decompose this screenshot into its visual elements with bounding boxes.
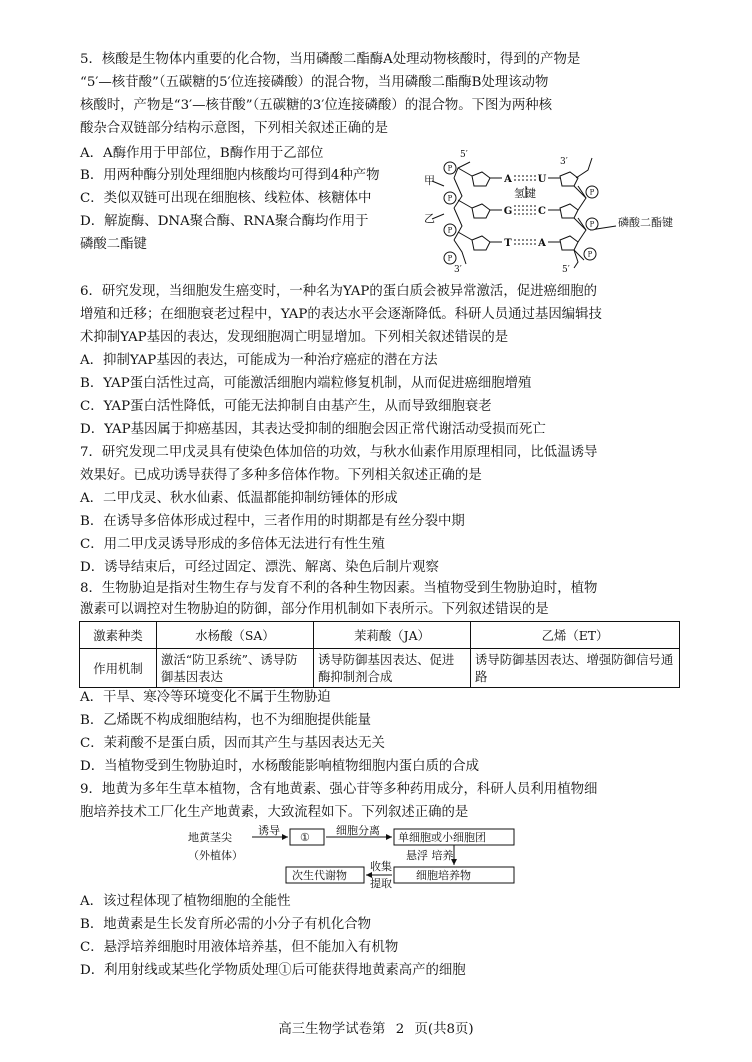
base-u: U [537,174,547,185]
q9-option-b: B．地黄素是生长发育所必需的小分子有机化合物 [80,917,372,932]
table-header-cell: 水杨酸（SA） [157,622,314,649]
label-yi: 乙 [424,212,435,225]
q5-stem-line-4: 酸杂合双链部分结构示意图，下列相关叙述正确的是 [80,121,388,136]
flow-explant: 地黄茎尖 [188,831,232,844]
q6-option-b: B．YAP蛋白活性过高，可能激活细胞内端粒修复机制，从而促进癌细胞增殖 [80,376,532,391]
flow-cell-separation: 细胞分离 [336,825,380,837]
five-prime-top: 5′ [460,150,468,160]
q7-option-d: D．诱导结束后，可经过固定、漂洗、解离、染色后制片观察 [80,560,439,575]
table-cell-et: 诱导防御基因表达、增强防御信号通路 [471,649,680,688]
q9-option-c: C．悬浮培养细胞时用液体培养基，但不能加入有机物 [80,940,399,955]
q5-option-b: B．用两种酶分别处理细胞内核酸均可得到4种产物 [80,168,380,183]
phosphate-label: P [447,194,453,203]
table-header-cell: 乙烯（ET） [471,622,680,649]
flow-collect: 收集 [370,860,392,873]
flow-culture-product: 细胞培养物 [416,869,471,882]
base-a2: A [538,238,546,249]
q5-option-c: C．类似双链可出现在细胞核、线粒体、核糖体中 [80,191,372,206]
q5-option-d: D．解旋酶、DNA聚合酶、RNA聚合酶均作用于 [80,214,369,229]
base-c: C [538,206,546,217]
q9-stem-line-2: 胞培养技术工厂化生产地黄素，大致流程如下。下列叙述正确的是 [80,805,469,820]
q6-stem-line-1: 6．研究发现，当细胞发生癌变时，一种名为YAP的蛋白质会被异常激活，促进癌细胞的 [80,284,598,299]
q8-stem-line-2: 激素可以调控对生物胁迫的防御，部分作用机制如下表所示。下列叙述错误的是 [80,602,549,617]
three-prime-top: 3′ [560,157,568,167]
flow-extract: 提取 [370,877,392,889]
q7-stem-line-1: 7．研究发现二甲戊灵具有使染色体加倍的功效，与秋水仙素作用原理相同，比低温诱导 [80,445,598,460]
flow-suspension-culture: 悬浮 培养 [406,849,454,862]
q6-option-d: D．YAP基因属于抑癌基因，其表达受抑制的细胞会因正常代谢活动受损而死亡 [80,422,546,437]
table-cell-sa: 激活“防卫系统”、诱导防御基因表达 [157,649,314,688]
flow-induce: 诱导 [258,825,280,837]
q8-option-a: A．干旱、寒冷等环境变化不属于生物胁迫 [80,690,331,705]
q5-stem-line-3: 核酸时，产物是“3′—核苷酸”（五碳糖的3′位连接磷酸）的混合物。下图为两种核 [80,98,552,113]
q8-option-d: D．当植物受到生物胁迫时，水杨酸能影响植物细胞内蛋白质的合成 [80,759,480,774]
q6-stem-line-3: 术抑制YAP基因的表达，发现细胞凋亡明显增加。下列相关叙述错误的是 [80,330,509,345]
culture-flow-diagram [186,825,526,889]
page-footer [0,1018,752,1037]
q8-stem-line-1: 8．生物胁迫是指对生物生存与发育不利的各种生物因素。当植物受到生物胁迫时，植物 [80,581,598,596]
footer-total: 页(共8页) [414,1022,474,1037]
phosphate-label: P [447,226,453,235]
table-header-cell: 茉莉酸（JA） [314,622,471,649]
three-prime-bottom: 3′ [454,265,462,273]
flow-single-cells: 单细胞或小细胞团 [398,831,486,844]
q9-option-a: A．该过程体现了植物细胞的全能性 [80,894,291,909]
base-a: A [504,174,512,185]
q7-option-c: C．用二甲戊灵诱导形成的多倍体无法进行有性生殖 [80,537,385,552]
q5-stem-line-2: “5′—核苷酸”（五碳糖的5′位连接磷酸）的混合物，当用磷酸二酯酶B处理该动物 [80,75,549,90]
label-hydrogen-bond: 氢键 [514,187,536,200]
phosphate-label: P [587,250,593,259]
q5-option-a: A．A酶作用于甲部位，B酶作用于乙部位 [80,146,324,161]
table-row [80,649,680,688]
table-header-row [80,622,680,649]
nucleic-acid-diagram [410,148,720,273]
q6-option-a: A．抑制YAP基因的表达，可能成为一种治疗癌症的潜在方法 [80,353,438,368]
flow-secondary-metabolite: 次生代谢物 [292,869,347,882]
phosphate-label: P [447,164,453,173]
q6-stem-line-2: 增殖和迁移；在细胞衰老过程中，YAP的表达水平会逐渐降低。科研人员通过基因编辑技 [80,307,602,322]
q7-stem-line-2: 效果好。已成功诱导获得了多种多倍体作物。下列相关叙述正确的是 [80,468,482,483]
base-t: T [504,238,512,249]
table-row-label: 作用机制 [80,649,157,688]
q8-option-b: B．乙烯既不构成细胞结构，也不为细胞提供能量 [80,713,372,728]
phosphate-label: P [589,220,595,229]
footer-page-number: 2 [395,1022,405,1037]
q9-option-d: D．利用射线或某些化学物质处理①后可能获得地黄素高产的细胞 [80,963,466,978]
footer-title: 高三生物学试卷第 [278,1022,386,1037]
table-cell-ja: 诱导防御基因表达、促进酶抑制剂合成 [314,649,471,688]
flow-step1: ① [300,831,310,844]
q6-option-c: C．YAP蛋白活性降低，可能无法抑制自由基产生，从而导致细胞衰老 [80,399,492,414]
q7-option-a: A．二甲戊灵、秋水仙素、低温都能抑制纺锤体的形成 [80,491,398,506]
base-g: G [503,206,513,217]
q5-stem-line-1: 5．核酸是生物体内重要的化合物，当用磷酸二酯酶A处理动物核酸时，得到的产物是 [80,52,581,67]
q7-option-b: B．在诱导多倍体形成过程中，三者作用的时期都是有丝分裂中期 [80,514,465,529]
label-phosphodiester-bond: 磷酸二酯键 [618,216,673,229]
phosphate-label: P [447,254,453,263]
phosphate-label: P [589,188,595,197]
five-prime-bottom: 5′ [562,265,570,273]
label-jia: 甲 [424,174,435,187]
table-header-cell: 激素种类 [80,622,157,649]
q8-option-c: C．茉莉酸不是蛋白质，因而其产生与基因表达无关 [80,736,385,751]
q5-option-d-cont: 磷酸二酯键 [80,237,147,252]
flow-explant-note: （外植体） [188,849,243,862]
hormone-table [79,621,680,688]
q9-stem-line-1: 9．地黄为多年生草本植物，含有地黄素、强心苷等多种药用成分，科研人员利用植物细 [80,782,598,797]
